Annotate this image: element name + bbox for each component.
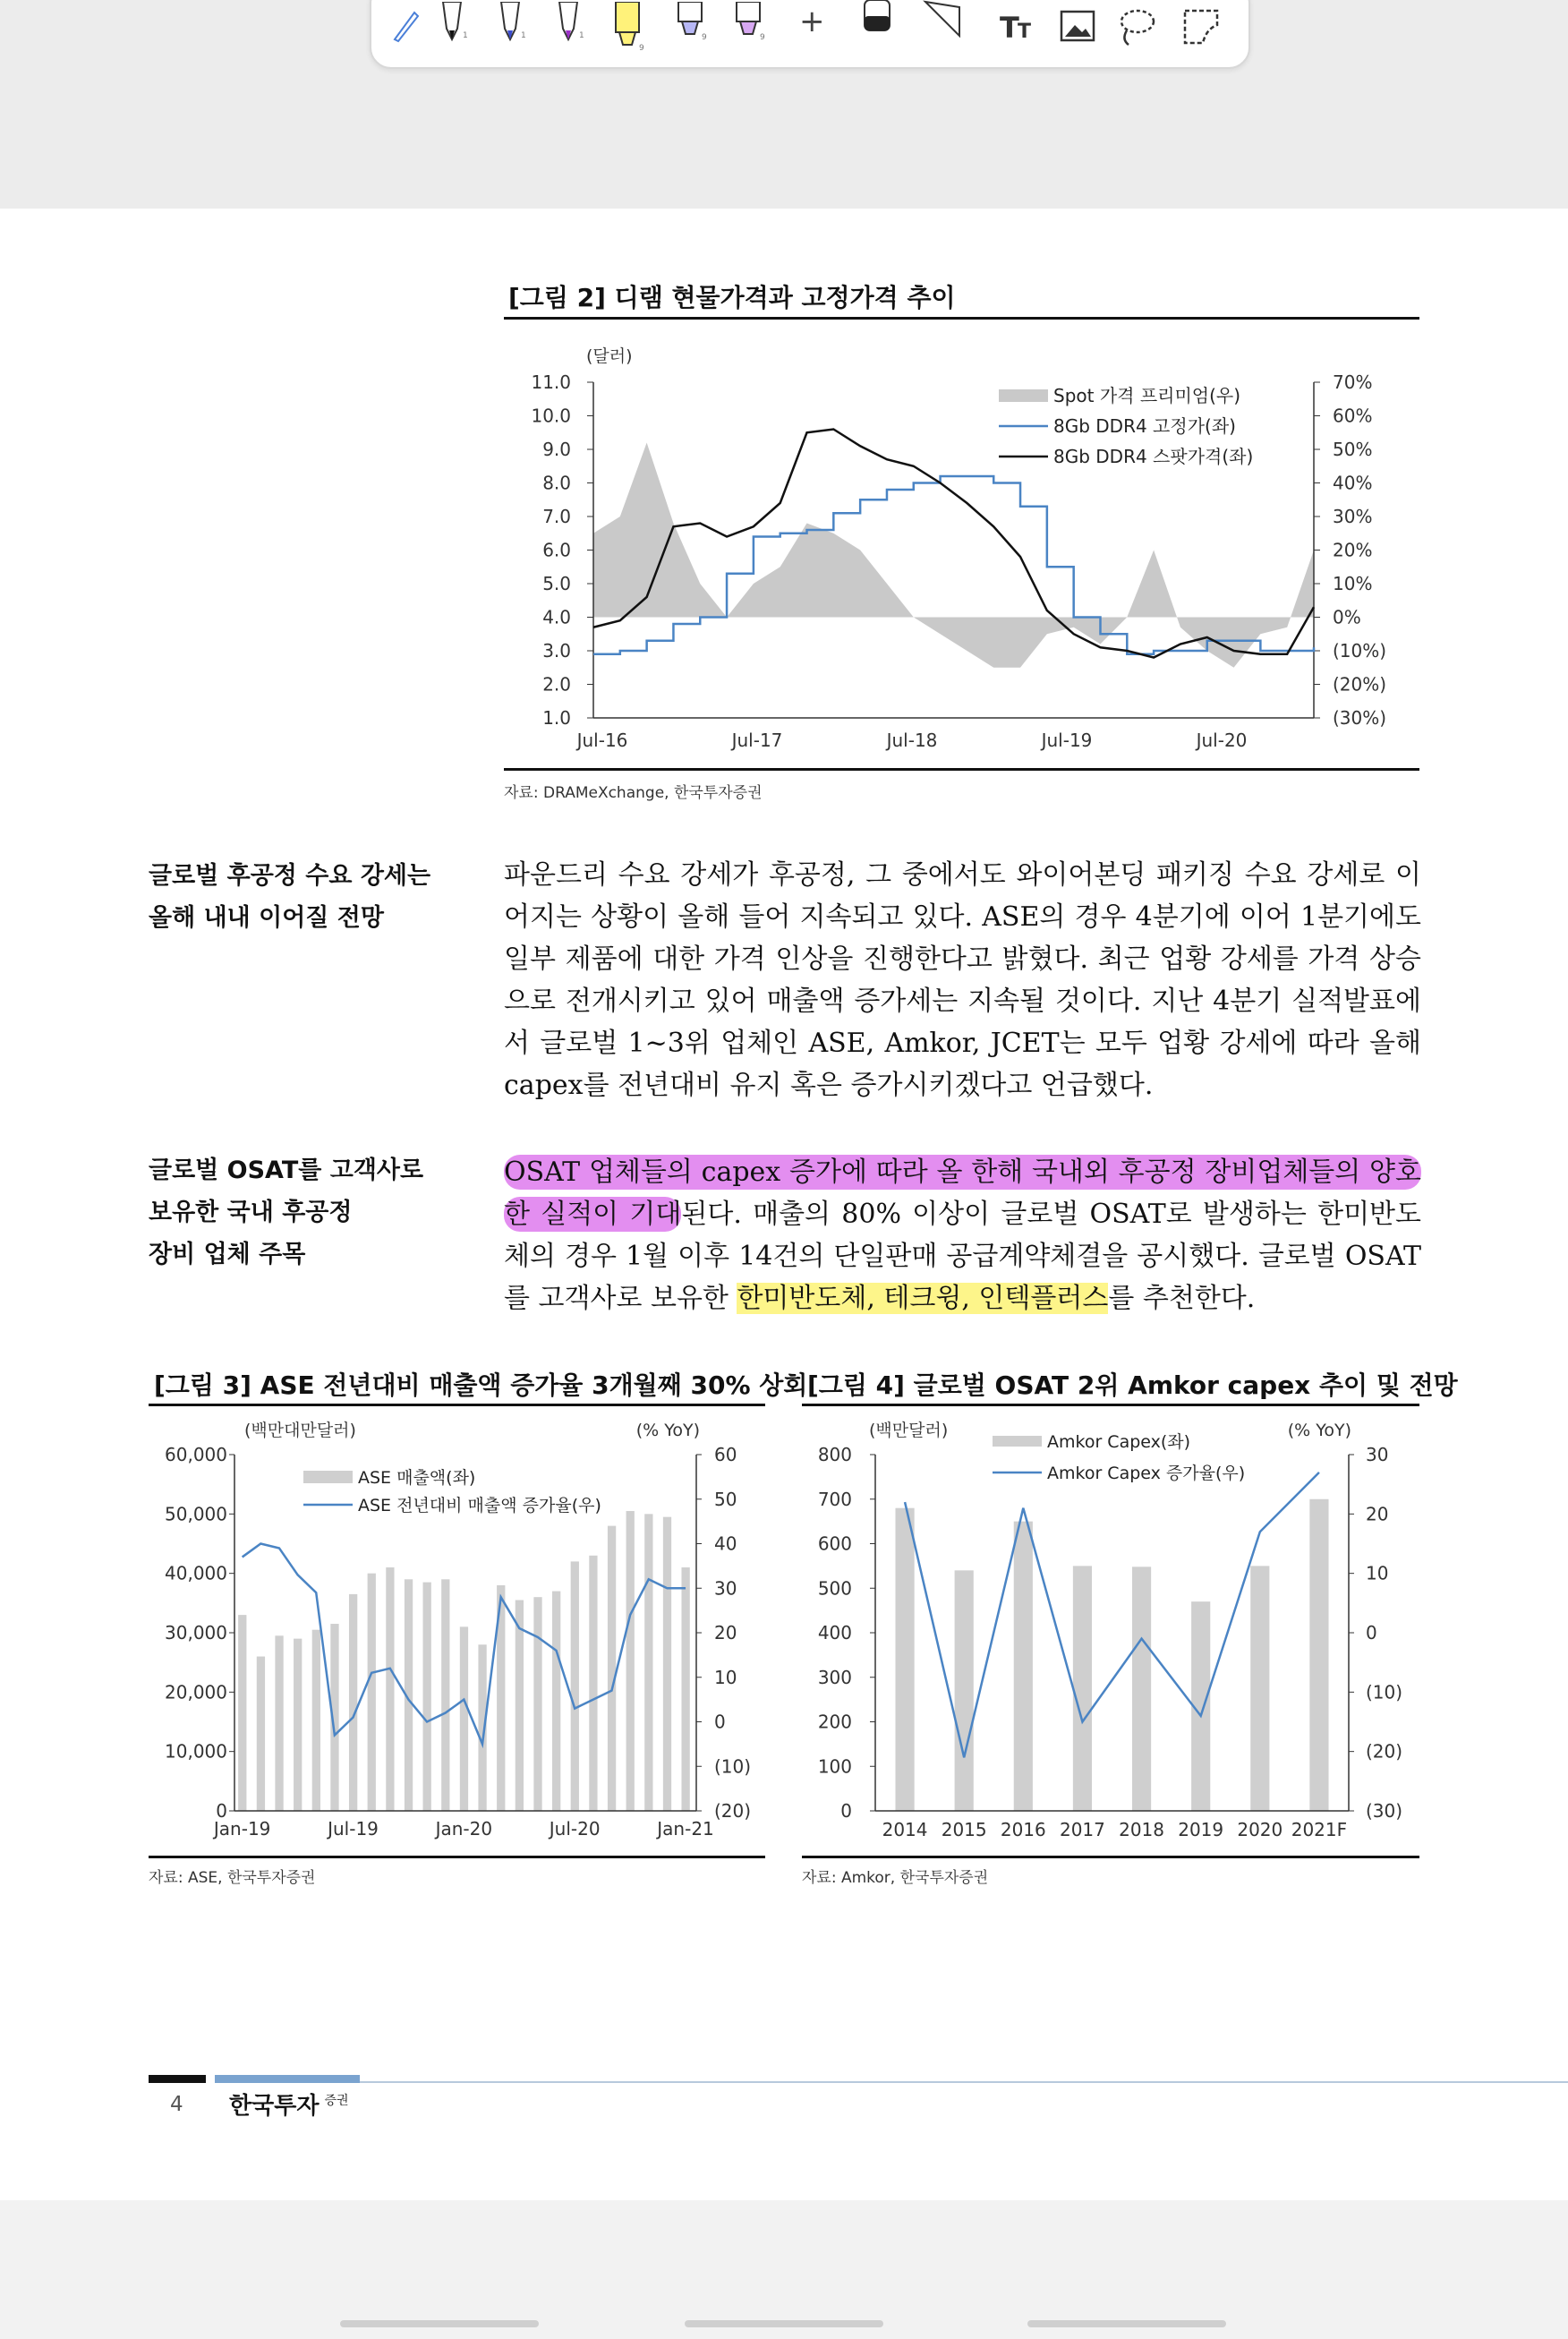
text-tool-icon[interactable] [998,9,1039,45]
capex-bar [1073,1566,1092,1811]
svg-text:T: T [1000,11,1019,45]
highlighter-lavender-icon[interactable] [671,2,711,52]
revenue-bar [238,1615,246,1811]
lasso-icon[interactable] [1116,7,1157,48]
capex-bar [955,1570,974,1811]
marker-black-icon[interactable] [434,2,470,47]
revenue-bar [294,1639,302,1811]
capex-bar [1014,1522,1033,1811]
y2-tick-label: 50% [1333,439,1373,460]
revenue-bar [441,1579,449,1811]
revenue-bar [552,1592,560,1811]
section-2-side-line: 글로벌 OSAT를 고객사로 [149,1157,424,1184]
y2-tick-label: 0 [1366,1622,1377,1643]
y-tick-label: 50,000 [165,1503,227,1525]
revenue-bar [608,1526,616,1811]
y-tick-label: 8.0 [542,472,571,494]
highlighter-lilac-icon[interactable] [729,2,769,52]
eraser-icon[interactable] [859,0,895,36]
capex-bar [895,1508,914,1811]
figure-4-bottom-rule [802,1856,1419,1858]
figure-4-chart [802,1410,1424,1857]
legend-fixed-price: 8Gb DDR4 고정가(좌) [1053,415,1236,437]
capex-bar [1309,1499,1328,1811]
page-number: 4 [170,2093,183,2116]
y-tick-label: 7.0 [542,506,571,527]
revenue-bar [386,1567,394,1811]
x-tick-label: Jan-19 [213,1818,271,1840]
y2-tick-label: 0% [1333,606,1361,628]
revenue-bar [257,1657,265,1811]
y-tick-label: 5.0 [542,573,571,594]
y2-tick-label: (30) [1366,1800,1403,1822]
y-tick-label: 0 [840,1800,852,1822]
section-2-sidebar-heading [149,1149,444,1276]
legend-spot-premium: Spot 가격 프리미엄(우) [1053,385,1241,406]
y2-tick-label: 20% [1333,539,1373,561]
yellow-highlight-annotation: 한미반도체, 테크윙, 인텍플러스 [737,1283,1109,1314]
y2-axis-unit-label: (% YoY) [635,1421,700,1440]
figure-2-source: 자료: DRAMeXchange, 한국투자증권 [504,784,763,802]
revenue-bar [589,1556,597,1811]
x-tick-label: Jul-17 [731,730,783,751]
marker-blue-icon[interactable] [492,2,528,47]
y-tick-label: 2.0 [542,673,571,696]
legend-spot-price: 8Gb DDR4 스팟가격(좌) [1053,446,1254,467]
x-tick-label: Jul-19 [1041,730,1093,751]
footer-line [360,2081,1568,2083]
footer-brand-sup: 증권 [324,2094,349,2109]
y2-tick-label: 40 [714,1532,737,1555]
y2-tick-label: 30 [714,1577,737,1600]
legend-growth: Amkor Capex 증가율(우) [1047,1464,1246,1483]
y-tick-label: 4.0 [542,606,571,628]
section-1-sidebar-heading [149,855,444,939]
revenue-bar [368,1574,376,1811]
y-tick-label: 400 [817,1622,852,1643]
x-tick-label: Jul-19 [328,1818,379,1840]
y2-tick-label: 60% [1333,405,1373,427]
y2-tick-label: 0 [714,1711,726,1733]
y2-tick-label: 30 [1366,1444,1389,1465]
footer-brand-name: 한국투자 [229,2093,320,2120]
legend-yoy: ASE 전년대비 매출액 증가율(우) [358,1496,601,1515]
y-tick-label: 10.0 [531,405,571,427]
pen-size-2: 1 [521,31,526,40]
image-tool-icon[interactable] [1059,9,1098,45]
x-tick-label: Jan-21 [657,1818,714,1840]
shape-tool-icon[interactable] [1181,7,1223,48]
figure-4-source: 자료: Amkor, 한국투자증권 [802,1869,989,1887]
legend-spot-premium-swatch [999,389,1048,402]
y-tick-label: 1.0 [542,707,571,729]
revenue-bar [516,1601,524,1811]
pen-icon[interactable] [388,2,423,47]
pen-size-4: 9 [639,44,644,52]
revenue-bar [663,1517,671,1811]
page-scroll-handle[interactable] [685,2320,883,2327]
footer-bar-blue [215,2075,360,2083]
figure-2-bottom-rule [504,768,1419,771]
y-tick-label: 700 [817,1488,852,1510]
section-2-body-text: 된다. 매출의 80% 이상이 글로벌 OSAT로 발생하는 한미반도체의 경우 1월 이후 14건의 단일판매 공급계약체결을 공시했다. 글로벌 OSAT를 고객사로 보유한 [504,1199,1422,1314]
y2-tick-label: (10) [1366,1681,1403,1703]
y-axis-unit-label: (달러) [586,346,633,366]
y2-tick-label: 60 [714,1444,737,1465]
marker-purple-icon[interactable] [550,2,586,47]
revenue-bar [349,1594,357,1811]
revenue-bar [533,1597,541,1811]
figure-3-source: 자료: ASE, 한국투자증권 [149,1869,316,1887]
y2-tick-label: (20) [1366,1740,1403,1763]
x-tick-label: 2014 [882,1819,928,1840]
y-tick-label: 30,000 [165,1622,227,1643]
pen-size-1: 1 [463,31,468,40]
y-tick-label: 3.0 [542,640,571,662]
y-tick-label: 500 [817,1577,852,1600]
y2-axis-unit-label: (% YoY) [1287,1421,1351,1440]
footer-brand [229,2087,349,2121]
section-1-side-line: 올해 내내 이어질 전망 [149,904,384,932]
y-axis-unit-label: (백만달러) [869,1421,949,1440]
y-tick-label: 200 [817,1711,852,1733]
y-tick-label: 9.0 [542,439,571,460]
y2-tick-label: (30%) [1333,707,1387,729]
figure-3-title: [그림 3] ASE 전년대비 매출액 증가율 3개월째 30% 상회 [154,1370,808,1400]
y-tick-label: 20,000 [165,1681,227,1703]
revenue-bar [275,1635,283,1811]
revenue-bar [312,1630,320,1811]
pen-size-6: 9 [760,33,765,42]
figure-3-chart [149,1410,771,1857]
y-tick-label: 100 [817,1755,852,1778]
revenue-bar [644,1514,652,1811]
y2-tick-label: 20 [1366,1503,1389,1525]
y-tick-label: 6.0 [542,539,571,561]
y-tick-label: 40,000 [165,1562,227,1584]
figure-4-top-rule [802,1404,1419,1406]
pen-size-3: 1 [579,31,584,40]
pen-size-5: 9 [702,33,707,42]
capex-bar [1132,1566,1151,1811]
y-tick-label: 60,000 [165,1444,227,1465]
x-tick-label: 2019 [1178,1819,1224,1840]
page-scroll-handle[interactable] [1027,2320,1226,2327]
figure-2-title: [그림 2] 디램 현물가격과 고정가격 추이 [508,283,956,312]
y-axis-unit-label: (백만대만달러) [244,1421,356,1440]
legend-capex: Amkor Capex(좌) [1047,1432,1191,1452]
y-tick-label: 11.0 [531,371,571,393]
figure-2-chart [504,331,1426,770]
x-tick-label: Jul-20 [1196,730,1248,751]
annotation-toolbar [370,0,1250,69]
y2-tick-label: 40% [1333,472,1373,494]
section-2-side-line: 보유한 국내 후공정 [149,1199,353,1226]
svg-text:T: T [1018,21,1032,43]
y-tick-label: 10,000 [165,1740,227,1763]
figure-3-top-rule [149,1404,765,1406]
y2-tick-label: (10%) [1333,640,1387,662]
capex-bar [1250,1566,1269,1811]
y-tick-label: 600 [817,1532,852,1555]
x-tick-label: 2017 [1059,1819,1105,1840]
y2-tick-label: (10) [714,1755,752,1778]
y2-tick-label: (20%) [1333,673,1387,696]
x-tick-label: Jan-20 [435,1818,493,1840]
section-2-body-end: 를 추천한다. [1108,1283,1256,1314]
y-tick-label: 800 [817,1444,852,1465]
section-1-body: 파운드리 수요 강세가 후공정, 그 중에서도 와이어본딩 패키징 수요 강세로 이어지는 상황이 올해 들어 지속되고 있다. ASE의 경우 4분기에 이어 1분기에도 일부 제품에 대한 가격 인상을 진행한다고 밝혔다. 최근 업황 강세를 가격 상승으로 전개시키고 있어 매출액 증가세는 지속될 것이다. 지난 4분기 실적발표에서 글로벌 1~3위 업체인 ASE, Amkor, JCET는 모두 업황 강세에 따라 올해 capex를 전년대비 유지 혹은 증가시키겠다고 언급했다. [504,859,1421,1101]
y2-tick-label: 30% [1333,506,1373,527]
page-scroll-handle[interactable] [340,2320,539,2327]
section-1-side-line: 글로벌 후공정 수요 강세는 [149,862,431,890]
x-tick-label: 2018 [1119,1819,1165,1840]
x-tick-label: 2016 [1000,1819,1046,1840]
figure-2-top-rule [504,317,1419,320]
highlighter-yellow-icon[interactable] [609,2,648,52]
legend-capex-swatch [993,1436,1042,1447]
footer-bar-black [149,2075,206,2083]
ruler-icon[interactable] [922,0,963,39]
viewer-bottom-area [0,2200,1568,2339]
pink-highlight-annotation: OSAT 업체들의 capex 증가에 따라 올 한해 국내외 후공정 장비업체들의 양호한 실적이 기대 [504,1157,1421,1230]
y2-tick-label: 50 [714,1488,737,1510]
y2-tick-label: 10 [714,1666,737,1688]
y-tick-label: 300 [817,1666,852,1688]
revenue-bar [460,1626,468,1811]
revenue-bar [571,1561,579,1811]
revenue-bar [423,1583,431,1811]
section-2-body [504,1151,1421,1319]
figure-3-bottom-rule [149,1856,765,1858]
x-tick-label: 2015 [941,1819,987,1840]
y2-tick-label: 70% [1333,371,1373,393]
x-tick-label: Jul-16 [576,730,628,751]
legend-revenue-swatch [303,1471,353,1483]
section-2-side-line: 장비 업체 주목 [149,1241,306,1268]
legend-revenue: ASE 매출액(좌) [358,1468,476,1488]
x-tick-label: 2020 [1237,1819,1283,1840]
y2-tick-label: (20) [714,1800,752,1822]
x-tick-label: 2021F [1291,1819,1348,1840]
y2-tick-label: 10% [1333,573,1373,594]
x-tick-label: Jul-18 [886,730,938,751]
figure-4-title: [그림 4] 글로벌 OSAT 2위 Amkor capex 추이 및 전망 [807,1370,1458,1400]
revenue-bar [681,1567,689,1811]
revenue-bar [626,1511,635,1811]
y2-tick-label: 20 [714,1622,737,1643]
y2-tick-label: 10 [1366,1562,1389,1584]
add-tool-icon[interactable]: + [799,4,825,39]
y-tick-label: 0 [216,1800,227,1822]
x-tick-label: Jul-20 [549,1818,601,1840]
